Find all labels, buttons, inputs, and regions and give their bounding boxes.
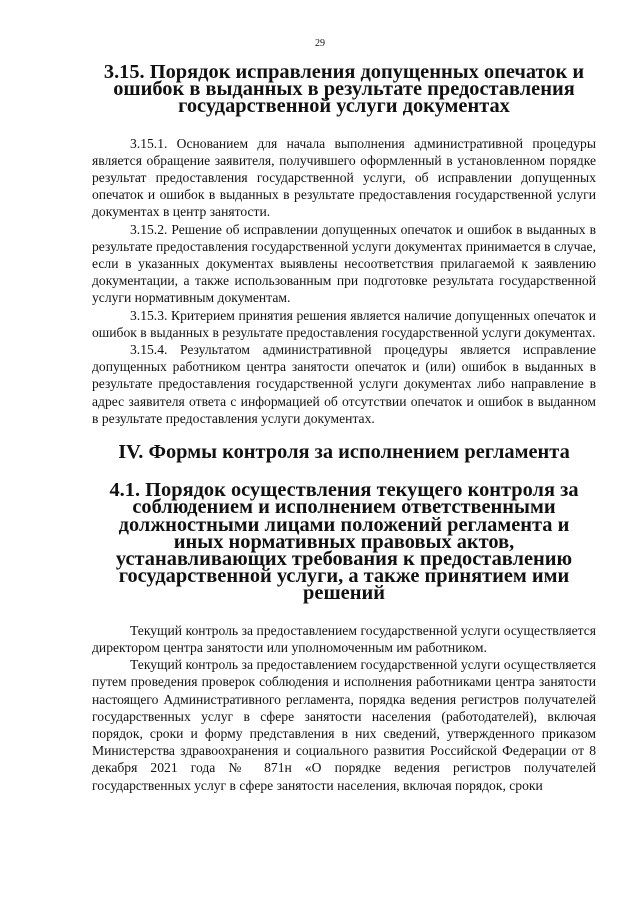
paragraph-3-15-3: 3.15.3. Критерием принятия решения является наличие допущенных опечаток и ошибок в выданных в результате предоставления государственной услуги документах. [92, 307, 596, 340]
paragraph-3-15-1: 3.15.1. Основанием для начала выполнения административной процедуры является обращение заявителя, получившего оформленный в установленном порядке результат предоставления государственной услуги, об исправлении допущенных опечаток и ошибок в выданных в результате предоставления государственной услуги документах в центр занятости. [92, 135, 596, 220]
section-iv-heading: IV. Формы контроля за исполнением регламента [118, 441, 570, 464]
section-4-1-heading: 4.1. Порядок осуществления текущего контроля за соблюдением и исполнением ответственными должностными лицами положений регламента и иных нормативных правовых актов, устанавливающих требования к предоставлению государственной услуги, а также принятием ими решений [109, 479, 579, 605]
page-number: 29 [315, 38, 325, 49]
paragraph-3-15-2: 3.15.2. Решение об исправлении допущенных опечаток и ошибок в выданных в результате предоставления государственной услуги документах принимается в случае, если в указанных документах выявлены несоответствия прилагаемой к заявлению документации, а также использованным при подготовке результата государственной услуги нормативным документам. [92, 221, 596, 306]
paragraph-3-15-4: 3.15.4. Результатом административной процедуры является исправление допущенных работником центра занятости опечаток и (или) ошибок в выданных в результате предоставления государственной услуги документах либо направление в адрес заявителя ответа с информацией об отсутствии опечаток и ошибок в выданном в результате предоставления услуги документах. [92, 342, 596, 426]
paragraph-4-1-a: Текущий контроль за предоставлением государственной услуги осуществляется директором центра занятости или уполномоченным им работником. [92, 622, 596, 655]
section-3-15-heading: 3.15. Порядок исправления допущенных опечаток и ошибок в выданных в результате предоставления государственной услуги документах [103, 61, 585, 118]
document-body [92, 61, 596, 794]
paragraph-4-1-b: Текущий контроль за предоставлением государственной услуги осуществляется путем проведения проверок соблюдения и исполнения работниками центра занятости настоящего Административного регламента, порядка ведения регистров получателей государственных услуг в сфере занятости населения (работодателей), включая порядок, сроки и форму представления в них сведений, утвержденного приказом Министерства здравоохранения и социального развития Российской Федерации от 8 декабря 2021 года № 871н «О порядке ведения регистров получателей государственных услуг в сфере занятости населения, включая порядок, сроки [92, 657, 596, 793]
